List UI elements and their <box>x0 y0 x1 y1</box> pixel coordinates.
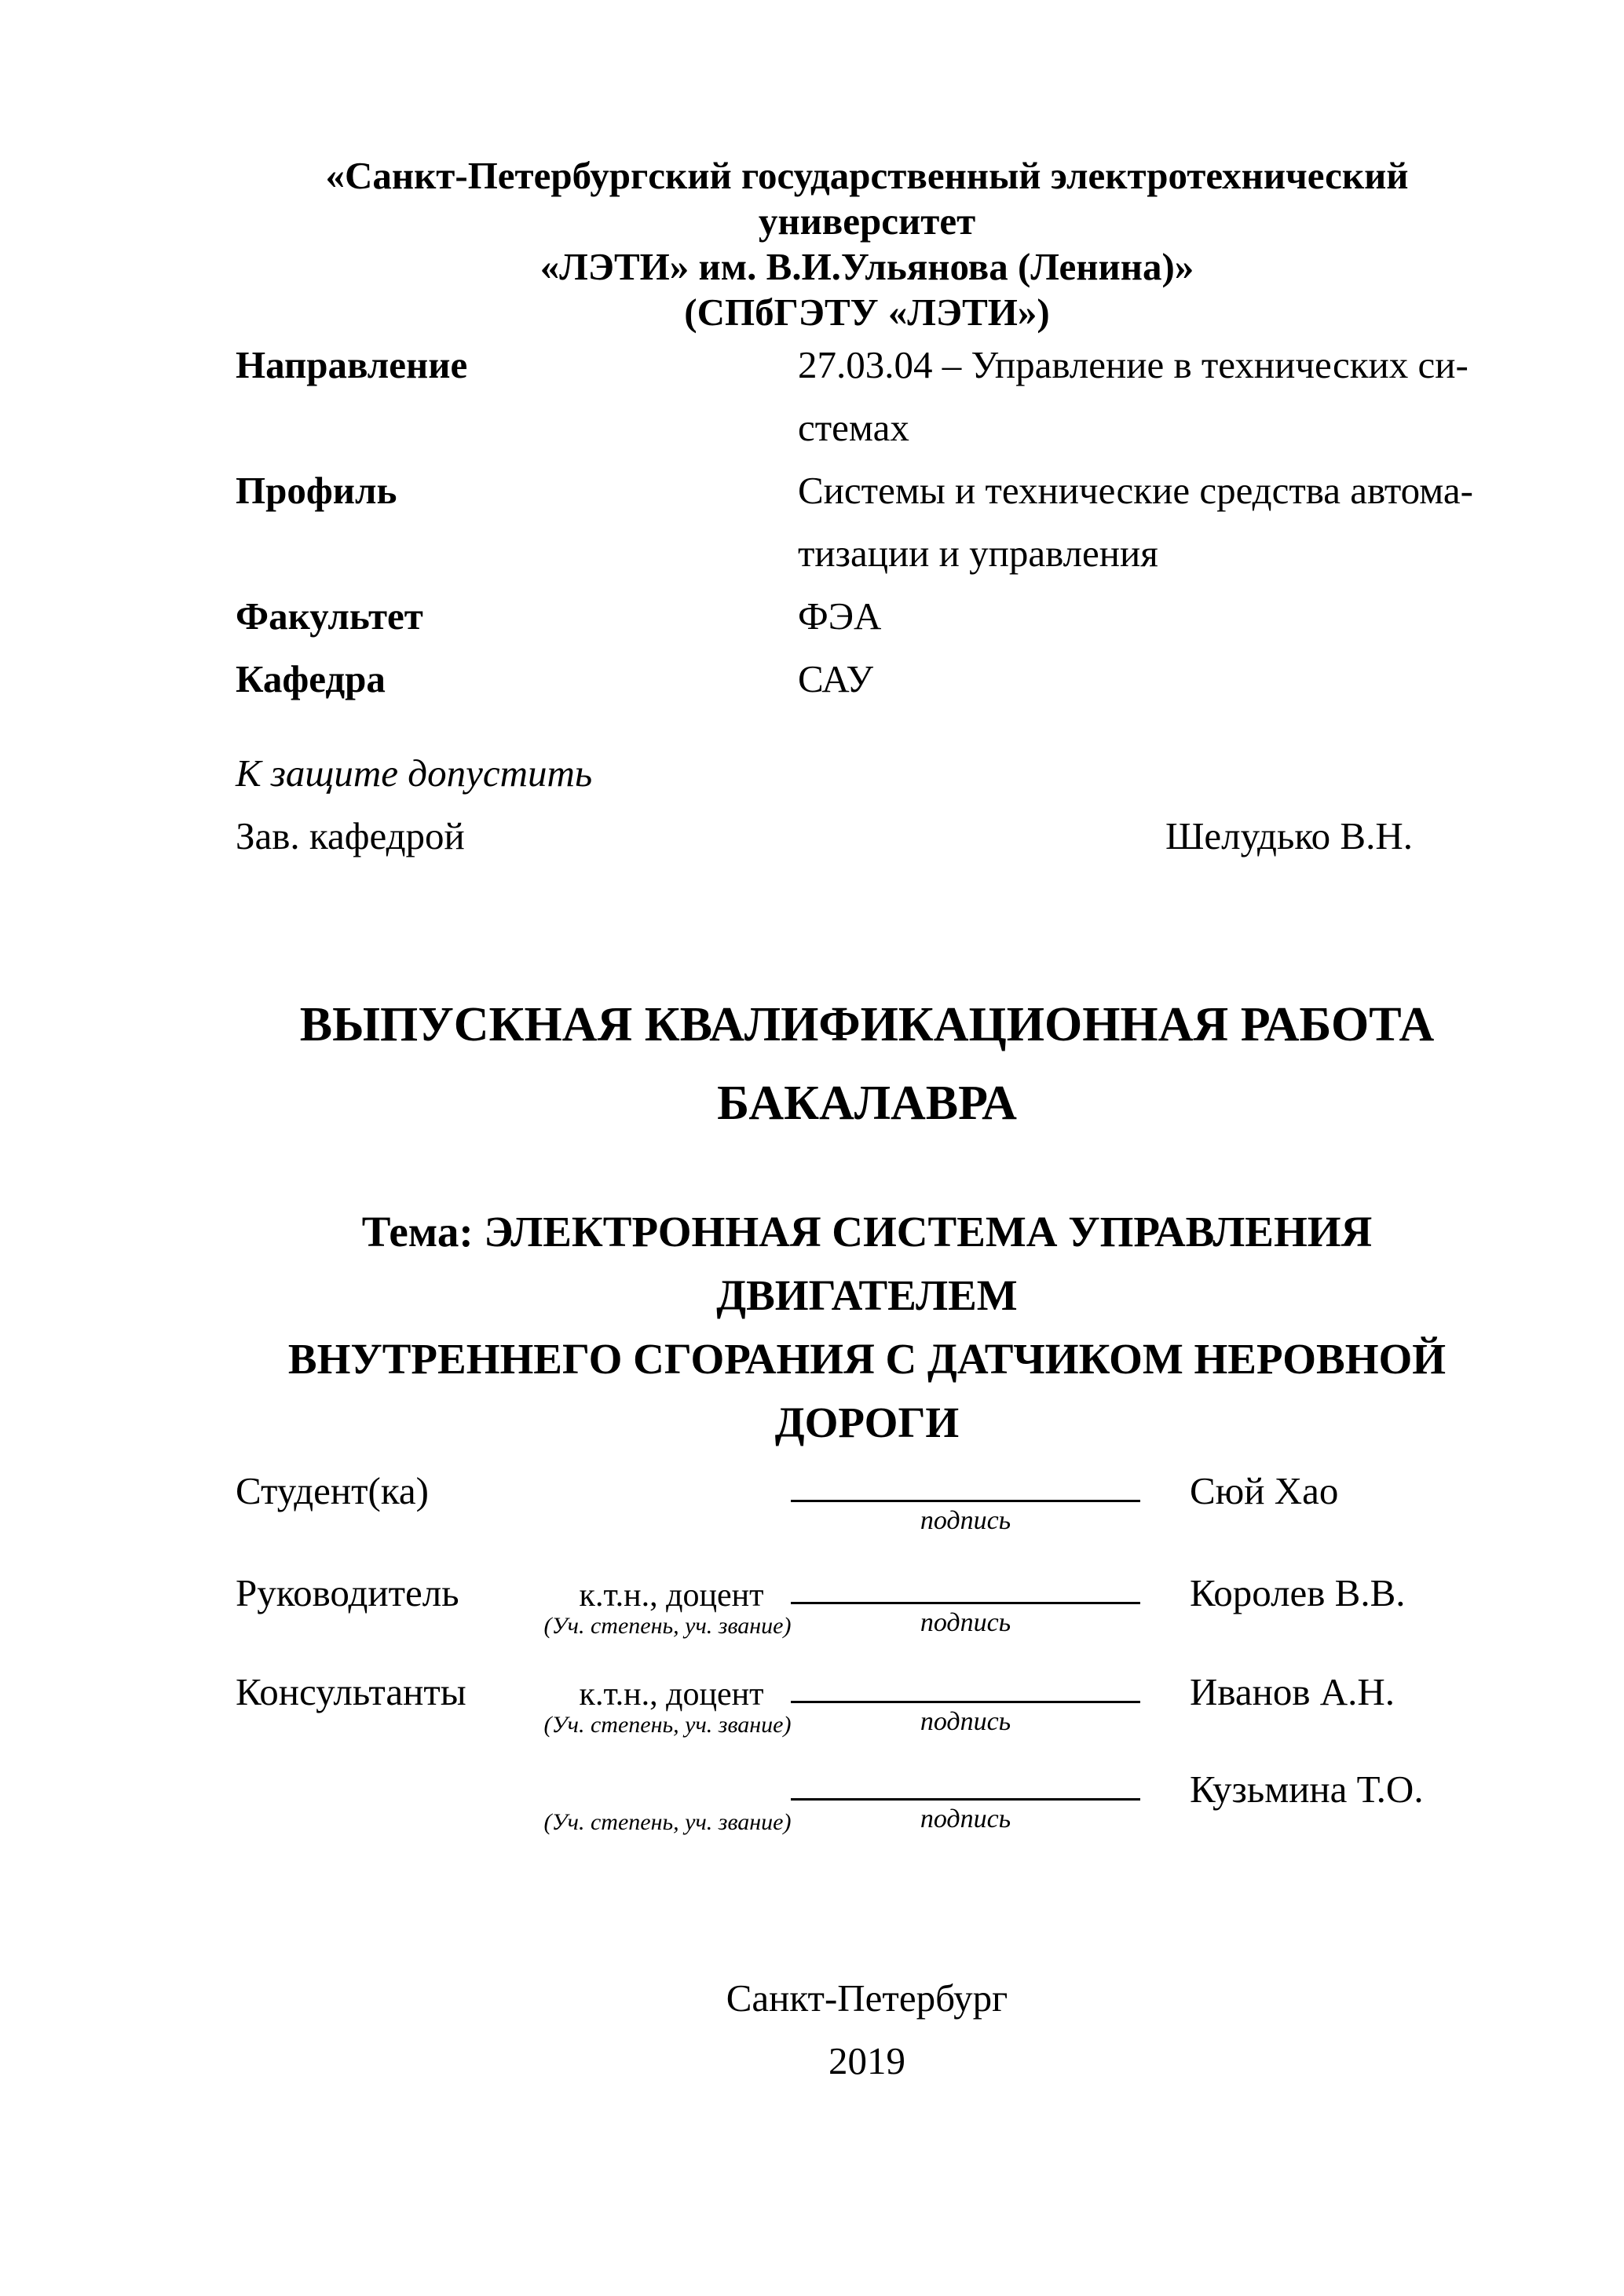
head-of-department-name: Шелудько В.Н. <box>1165 814 1413 857</box>
student-signature-line <box>791 1468 1140 1502</box>
consultant1-degree-hint: (Уч. степень, уч. звание) <box>543 1712 792 1738</box>
info-row-department <box>236 648 1498 711</box>
admission-note: К защите допустить <box>236 751 593 795</box>
student-signature-hint: подпись <box>920 1506 1011 1535</box>
supervisor-signature-hint: подпись <box>920 1608 1011 1637</box>
university-name-line1: «Санкт-Петербургский государственный электротехнический университет <box>325 154 1409 243</box>
footer-city: Санкт-Петербург <box>726 1976 1008 2020</box>
signature-row-consultant-2 <box>236 1767 1498 1865</box>
signature-row-consultant-1 <box>236 1669 1498 1768</box>
supervisor-signature-line <box>791 1570 1140 1604</box>
head-of-department-label: Зав. кафедрой <box>236 814 465 857</box>
consultant1-name: Иванов А.Н. <box>1190 1670 1395 1713</box>
info-row-direction <box>236 334 1498 459</box>
supervisor-name: Королев В.В. <box>1190 1571 1406 1614</box>
footer <box>236 1967 1498 2093</box>
direction-label: Направление <box>236 343 468 386</box>
supervisor-degree: к.т.н., доцент <box>579 1578 764 1614</box>
footer-year: 2019 <box>828 2039 905 2082</box>
supervisor-role-label: Руководитель <box>236 1571 459 1614</box>
supervisor-degree-hint: (Уч. степень, уч. звание) <box>543 1613 792 1639</box>
thesis-theme <box>236 1200 1498 1454</box>
thesis-theme-line1: Тема: ЭЛЕКТРОННАЯ СИСТЕМА УПРАВЛЕНИЯ ДВИГАТЕЛЕМ <box>361 1208 1373 1319</box>
student-role-label: Студент(ка) <box>236 1469 429 1512</box>
thesis-theme-line2: ВНУТРЕННЕГО СГОРАНИЯ С ДАТЧИКОМ НЕРОВНОЙ ДОРОГИ <box>287 1335 1447 1446</box>
info-row-profile <box>236 459 1498 585</box>
document-title-line2: БАКАЛАВРА <box>717 1077 1017 1130</box>
direction-value-line2: стемах <box>798 406 909 449</box>
student-name: Сюй Хао <box>1190 1469 1339 1512</box>
profile-value-line2: тизации и управления <box>798 532 1158 575</box>
signature-row-supervisor <box>236 1570 1498 1669</box>
faculty-value-line1: ФЭА <box>798 594 882 638</box>
signatures-section <box>236 1468 1498 1877</box>
university-header <box>236 153 1498 335</box>
signature-row-student <box>236 1468 1498 1567</box>
admission-row <box>236 805 1498 868</box>
department-value-line1: САУ <box>798 657 874 700</box>
consultant2-degree-hint: (Уч. степень, уч. звание) <box>543 1809 792 1835</box>
faculty-value <box>798 585 1498 648</box>
consultant1-signature-hint: подпись <box>920 1707 1011 1736</box>
consultant1-signature-line <box>791 1669 1140 1703</box>
profile-value-line1: Системы и технические средства автома- <box>798 469 1473 512</box>
consultant2-name: Кузьмина Т.О. <box>1190 1768 1424 1811</box>
consultants-role-label: Консультанты <box>236 1670 466 1713</box>
direction-value <box>798 334 1498 459</box>
consultant1-degree: к.т.н., доцент <box>579 1676 764 1713</box>
university-abbreviation: (СПбГЭТУ «ЛЭТИ») <box>684 291 1050 334</box>
document-title <box>236 985 1498 1143</box>
document-title-line1: ВЫПУСКНАЯ КВАЛИФИКАЦИОННАЯ РАБОТА <box>299 998 1435 1051</box>
consultant2-signature-line <box>791 1767 1140 1801</box>
department-label: Кафедра <box>236 657 386 700</box>
admission-section <box>236 742 1498 868</box>
direction-value-line1: 27.03.04 – Управление в технических си- <box>798 343 1469 386</box>
profile-value <box>798 459 1498 585</box>
info-row-faculty <box>236 585 1498 648</box>
profile-label: Профиль <box>236 469 397 512</box>
consultant2-signature-hint: подпись <box>920 1804 1011 1834</box>
department-value <box>798 648 1498 711</box>
faculty-label: Факультет <box>236 594 423 638</box>
program-info <box>236 334 1498 711</box>
university-name-line2: «ЛЭТИ» им. В.И.Ульянова (Ленина)» <box>540 245 1194 288</box>
